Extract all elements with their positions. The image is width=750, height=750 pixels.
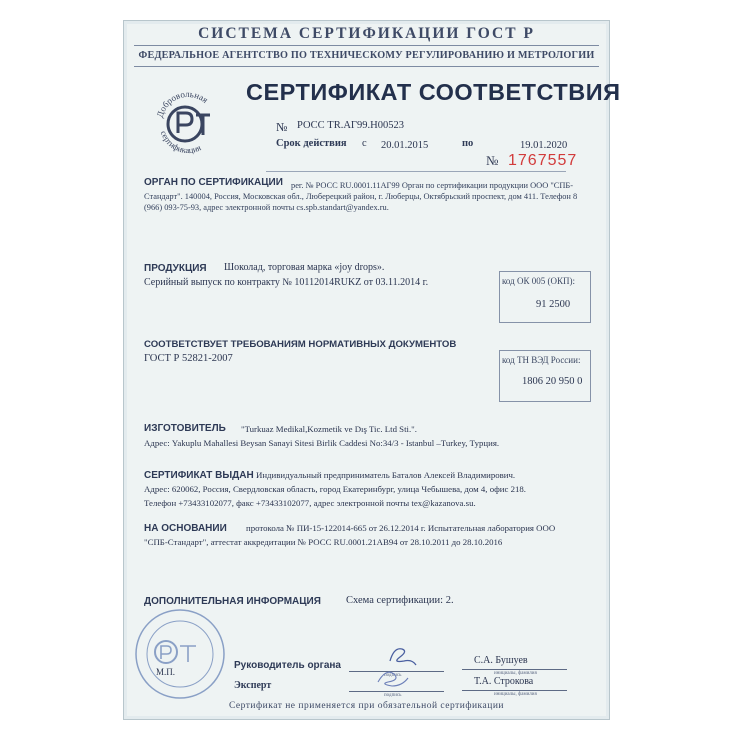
system-title: СИСТЕМА СЕРТИФИКАЦИИ ГОСТ Р [198,25,535,42]
product-text: Шоколад, торговая марка «joy drops». [224,262,385,273]
rst-logo [152,85,224,162]
validity-from-label: с [362,138,367,149]
head-name-line [462,669,567,670]
expert-sign-caption: подпись [384,693,402,698]
product-serial: Серийный выпуск по контракту № 10112014RUKZ от 03.11.2014 г. [144,277,429,288]
stamp-label: М.П. [156,667,176,677]
manufacturer-address: Адрес: Yakuplu Mahallesi Beysan Sanayi Sitesi Birlik Caddesi No:34/3 - Istanbul –Turkey, Турция. [144,438,500,448]
validity-to-label: по [462,138,474,149]
organ-label: ОРГАН ПО СЕРТИФИКАЦИИ [144,177,283,188]
tnved-label: код ТН ВЭД России: [502,355,581,365]
validity-from: 20.01.2015 [381,140,429,151]
additional-label: ДОПОЛНИТЕЛЬНАЯ ИНФОРМАЦИЯ [144,596,321,607]
svg-text:сертификация: сертификация [158,129,203,156]
tnved-value: 1806 20 950 0 [522,376,583,387]
certificate-number: РОСС TR.АГ99.Н00523 [297,120,404,131]
okp-label: код ОК 005 (ОКП): [502,276,575,286]
expert-name-caption: инициалы, фамилия [494,692,537,697]
compliance-standard: ГОСТ Р 52821-2007 [144,353,233,364]
footer-note: Сертификат не применяется при обязательной сертификации [228,701,504,711]
stamp-icon [130,606,230,701]
issued-label: СЕРТИФИКАТ ВЫДАН [144,470,254,481]
manufacturer-label: ИЗГОТОВИТЕЛЬ [144,423,226,434]
compliance-label: СООТВЕТСТВУЕТ ТРЕБОВАНИЯМ НОРМАТИВНЫХ ДОКУМЕНТОВ [144,339,457,350]
issued-address: Адрес: 620062, Россия, Свердловская область, город Екатеринбург, улица Чебышева, дом 4, офис 218. [144,484,526,494]
product-label: ПРОДУКЦИЯ [144,263,207,274]
certificate-sheet [123,20,621,720]
validity-label: Срок действия [276,138,347,149]
header-divider-2 [134,66,599,67]
head-label: Руководитель органа [234,660,341,671]
stamp [130,606,230,706]
expert-name: Т.А. Строкова [474,676,534,687]
manufacturer-name: "Turkuaz Medikal,Kozmetik ve Dış Tic. Ltd Sti.". [241,424,417,434]
rst-logo-icon [152,85,224,157]
head-name-caption: инициалы, фамилия [494,671,537,676]
signature-icon [372,664,412,692]
basis-line-1: протокола № ПИ-15-122014-665 от 26.12.2014 г. Испытательная лаборатория ООО [246,523,556,533]
okp-value: 91 2500 [536,299,571,310]
certificate-title: СЕРТИФИКАТ СООТВЕТСТВИЯ [246,79,621,105]
basis-label: НА ОСНОВАНИИ [144,523,227,534]
issued-name: Индивидуальный предприниматель Баталов Алексей Владимирович. [256,470,516,480]
expert-name-line [462,690,567,691]
validity-to: 19.01.2020 [520,140,568,151]
basis-line-2: "СПБ-Стандарт", аттестат аккредитации № РОСС RU.0001.21АВ94 от 28.10.2011 до 28.10.2016 [144,537,503,547]
issued-contacts: Телефон +73433102077, факс +73433102077, адрес электронной почты tex@kazanova.su. [144,498,476,508]
blank-number-sign: № [486,153,499,168]
expert-label: Эксперт [234,680,272,691]
organ-text: рег. № РОСС RU.0001.11АГ99 Орган по сертификации продукции ООО "СПБ-Стандарт". 140004, Россия, Московская обл., Люберецкий район, г. Люберцы, Октябрьский проспект, дом 411. Телефон 8 (966) 093-75-93, адрес электронной почты cs.spb.standart@yandex.ru. [144,181,578,213]
head-sign-caption: подпись [384,673,402,678]
additional-text: Схема сертификации: 2. [346,595,454,606]
number-sign: № [276,120,288,134]
expert-signature-line [349,691,444,692]
svg-text:Добровольная: Добровольная [154,88,211,119]
head-name: С.А. Бушуев [474,655,528,666]
header-divider-1 [134,45,599,46]
validity-underline [266,171,566,172]
blank-number: 1767557 [508,152,578,169]
agency-title: ФЕДЕРАЛЬНОЕ АГЕНТСТВО ПО ТЕХНИЧЕСКОМУ РЕГУЛИРОВАНИЮ И МЕТРОЛОГИИ [138,50,595,61]
